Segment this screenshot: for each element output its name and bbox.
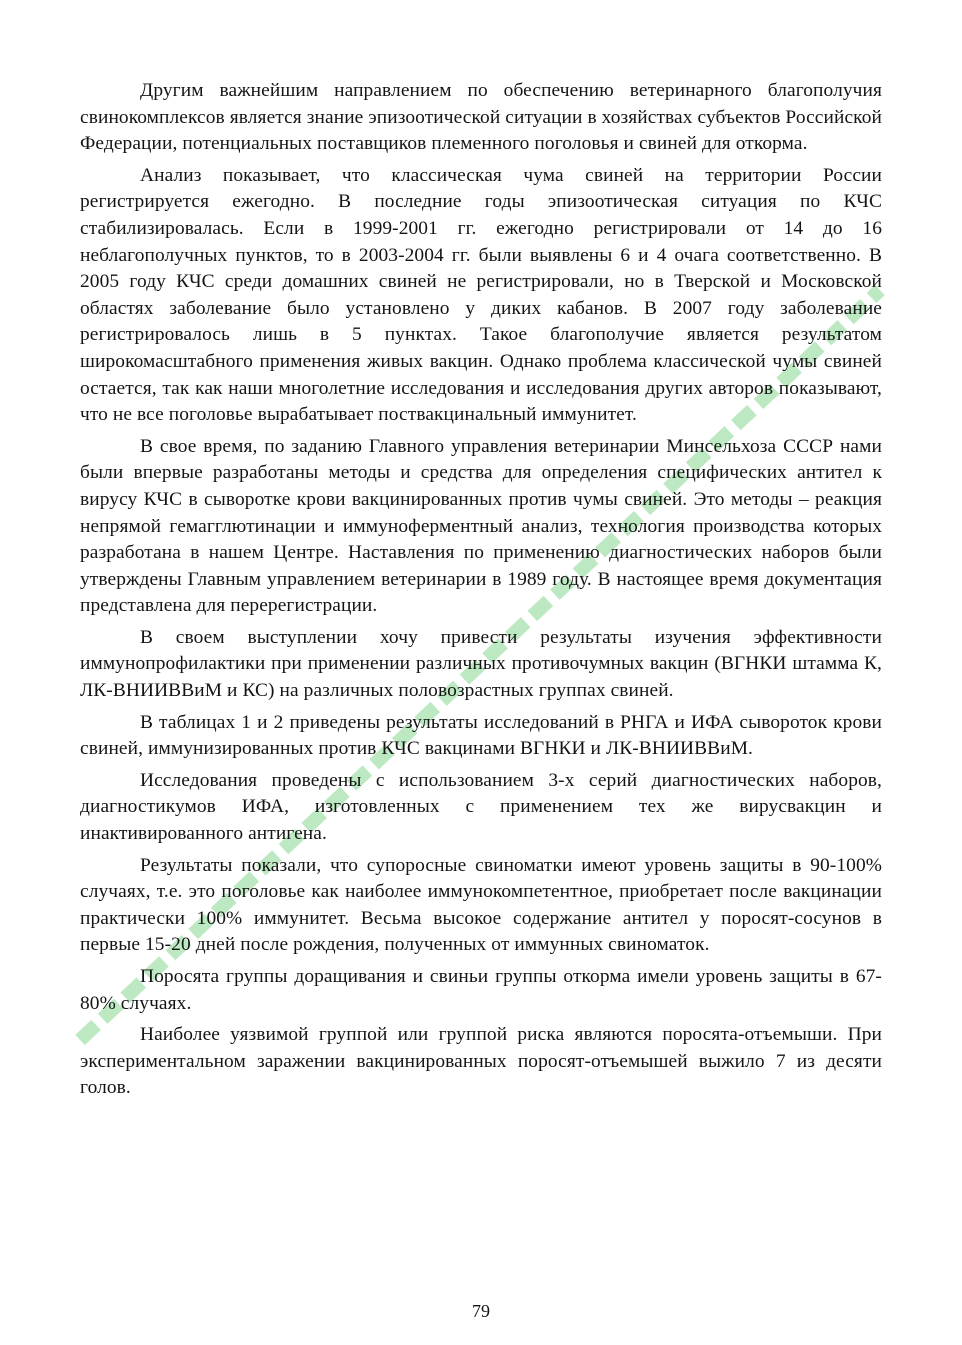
paragraph: В свое время, по заданию Главного управления ветеринарии Минсельхоза СССР нами были впервые разработаны методы и средства для определения специфических антител к вирусу КЧС в сыворотке крови вакцинированных против чумы свиней. Это методы – реакция непрямой гемагглютинации и иммуноферментный анализ, технология производства которых разработана в нашем Центре. Наставления по применению диагностических наборов были утверждены Главным управлением ветеринарии в 1989 году. В настоящее время документация представлена для перерегистрации.	[80, 435, 882, 617]
paragraph: Исследования проведены с использованием 3-х серий диагностических наборов, диагностикумов ИФА, изготовленных с применением тех же вирусвакцин и инактивированного антигена.	[80, 769, 882, 845]
paragraph: Другим важнейшим направлением по обеспечению ветеринарного благополучия свинокомплексов является знание эпизоотической ситуации в хозяйствах субъектов Российской Федерации, потенциальных поставщиков племенного поголовья и свиней для откорма.	[80, 80, 882, 155]
paragraph: Анализ показывает, что классическая чума свиней на территории России регистрируется ежегодно. В последние годы эпизоотическая ситуация по КЧС стабилизировалась. Если в 1999-2001 гг. ежегодно регистрировали от 14 до 16 неблагополучных пунктов, то в 2003-2004 гг. были выявлены 6 и 4 очага соответственно. В 2005 году КЧС среди домашних свиней не регистрировали, но в Тверской и Московской областях заболевание было установлено у диких кабанов. В 2007 году заболевание регистрировалось лишь в 5 пунктах. Такое благополучие является результатом широкомасштабного применения живых вакцин. Однако проблема классической чумы свиней остается, так как наши многолетние исследования и исследования других авторов показывают, что не все поголовье вырабатывает поствакцинальный иммунитет.	[80, 164, 882, 426]
paragraph: Наиболее уязвимой группой или группой риска являются поросята-отъемыши. При экспериментальном заражении вакцинированных поросят-отъемышей выжило 7 из десяти голов.	[80, 1024, 882, 1099]
page-number: 79	[472, 1301, 490, 1321]
document-body	[80, 78, 882, 1107]
paragraph: Поросята группы доращивания и свиньи группы откорма имели уровень защиты в 67-80% случаях.	[80, 966, 882, 1014]
paragraph: Результаты показали, что супоросные свиноматки имеют уровень защиты в 90-100% случаях, т.е. это поголовье как наиболее иммунокомпетентное, приобретает после вакцинации практически 100% иммунитет. Весьма высокое содержание антител у поросят-сосунов в первые 15-20 дней после рождения, полученных от иммунных свиноматок.	[80, 854, 882, 956]
paragraph: В своем выступлении хочу привести результаты изучения эффективности иммунопрофилактики при применении различных противочумных вакцин (ВГНКИ штамма К, ЛК-ВНИИВВиМ и КС) на различных половозрастных группах свиней.	[80, 626, 882, 702]
paragraph: В таблицах 1 и 2 приведены результаты исследований в РНГА и ИФА сывороток крови свиней, иммунизированных против КЧС вакцинами ВГНКИ и ЛК-ВНИИВВиМ.	[80, 711, 882, 760]
